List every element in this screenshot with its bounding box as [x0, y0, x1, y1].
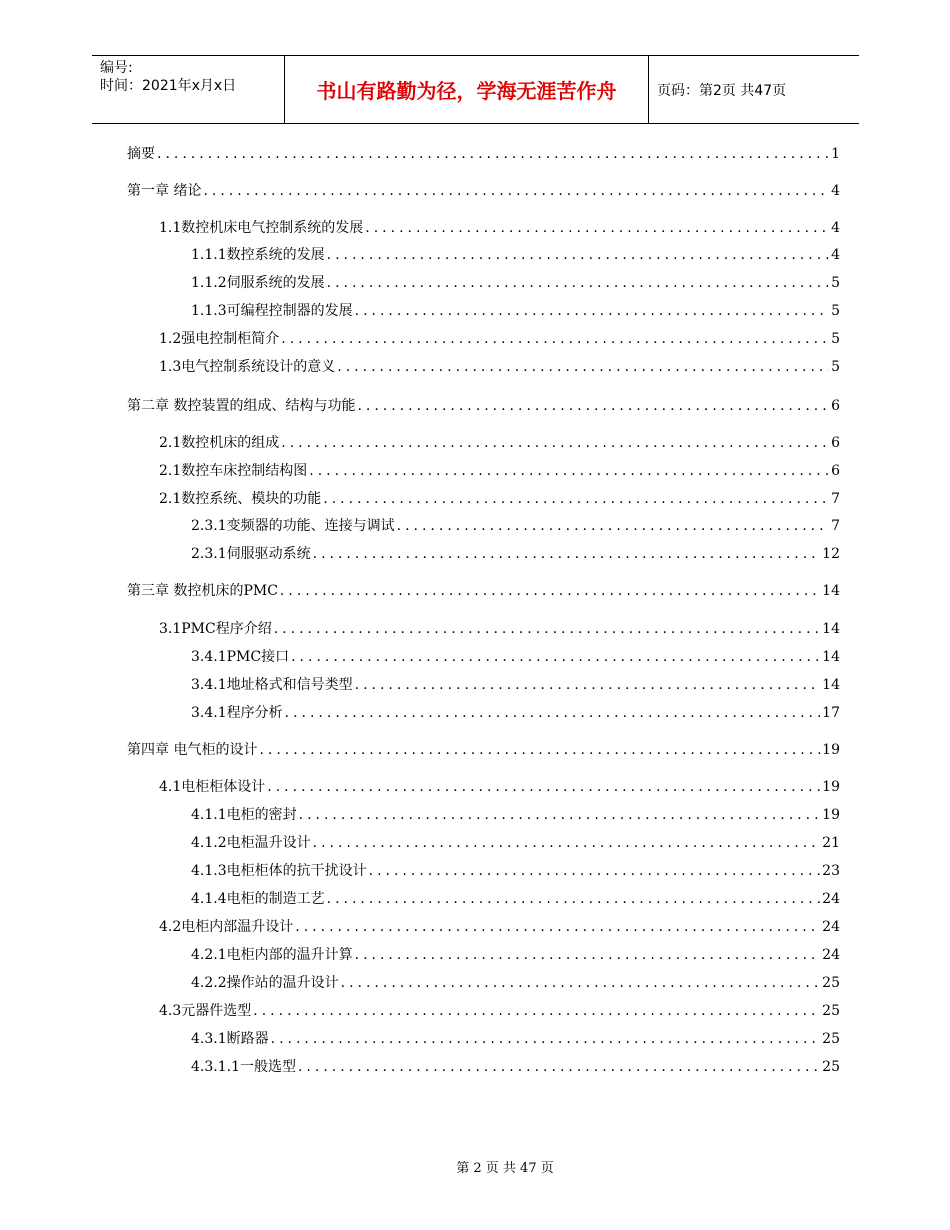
toc-entry[interactable] [127, 945, 840, 965]
toc-entry-title: 第一章 绪论 [127, 183, 202, 199]
toc-entry-title: 3.4.1地址格式和信号类型 [191, 677, 353, 693]
toc-entry-page: 25 [822, 1059, 840, 1075]
toc-entry-page: 23 [822, 863, 840, 879]
toc-leader-dots [253, 1001, 820, 1021]
toc-leader-dots [291, 647, 820, 667]
toc-entry-title: 摘要 [127, 146, 155, 162]
toc-entry[interactable] [127, 301, 840, 321]
toc-leader-dots [313, 833, 821, 853]
toc-entry-title: 1.1.3可编程控制器的发展 [191, 303, 353, 319]
toc-entry-page: 19 [822, 742, 840, 758]
toc-entry-page: 7 [831, 518, 840, 534]
toc-entry-title: 4.2电柜内部温升设计 [159, 919, 294, 935]
toc-entry[interactable] [127, 461, 840, 481]
page-header [92, 55, 859, 124]
toc-entry-page: 21 [822, 835, 840, 851]
toc-entry[interactable] [127, 805, 840, 825]
toc-leader-dots [271, 1029, 821, 1049]
toc-entry-page: 5 [831, 275, 840, 291]
toc-leader-dots [323, 489, 829, 509]
toc-leader-dots [280, 581, 820, 601]
toc-entry[interactable] [127, 357, 840, 377]
toc-entry[interactable] [127, 619, 840, 639]
toc-entry[interactable] [127, 273, 840, 293]
toc-entry-page: 12 [822, 546, 840, 562]
toc-leader-dots [327, 889, 821, 909]
toc-entry[interactable] [127, 144, 840, 164]
toc-leader-dots [357, 396, 829, 416]
toc-entry-page: 6 [831, 435, 840, 451]
toc-leader-dots [285, 703, 821, 723]
toc-entry-page: 25 [822, 1003, 840, 1019]
toc-entry-title: 4.3元器件选型 [159, 1003, 252, 1019]
toc-entry-title: 1.1.2伺服系统的发展 [191, 275, 325, 291]
toc-entry-page: 14 [822, 583, 840, 599]
toc-entry-title: 1.2强电控制柜简介 [159, 331, 280, 347]
toc-entry-title: 4.3.1.1一般选型 [191, 1059, 296, 1075]
toc-entry-page: 25 [822, 1031, 840, 1047]
toc-leader-dots [309, 461, 829, 481]
toc-entry[interactable] [127, 740, 840, 760]
toc-entry[interactable] [127, 181, 840, 201]
toc-entry[interactable] [127, 1001, 840, 1021]
toc-entry-title: 2.1数控车床控制结构图 [159, 463, 308, 479]
toc-entry-title: 4.1.2电柜温升设计 [191, 835, 311, 851]
toc-entry-title: 4.2.2操作站的温升设计 [191, 975, 339, 991]
toc-entry-page: 5 [831, 331, 840, 347]
toc-leader-dots [327, 273, 829, 293]
toc-entry-title: 4.1电柜柜体设计 [159, 779, 266, 795]
toc-entry-page: 24 [822, 891, 840, 907]
toc-entry[interactable] [127, 647, 840, 667]
toc-entry-page: 24 [822, 919, 840, 935]
toc-leader-dots [355, 301, 829, 321]
toc-leader-dots [365, 218, 829, 238]
toc-entry[interactable] [127, 245, 840, 265]
toc-entry-title: 3.4.1PMC接口 [191, 649, 290, 665]
toc-entry[interactable] [127, 516, 840, 536]
toc-entry[interactable] [127, 889, 840, 909]
toc-entry-page: 14 [822, 621, 840, 637]
toc-entry-title: 第二章 数控装置的组成、结构与功能 [127, 398, 356, 414]
toc-entry-title: 2.1数控系统、模块的功能 [159, 491, 322, 507]
toc-leader-dots [341, 973, 821, 993]
toc-entry-title: 3.4.1程序分析 [191, 705, 283, 721]
toc-leader-dots [337, 357, 829, 377]
toc-entry-page: 17 [822, 705, 840, 721]
toc-entry-page: 4 [831, 183, 840, 199]
toc-entry-page: 4 [831, 247, 840, 263]
toc-entry-title: 1.1数控机床电气控制系统的发展 [159, 220, 364, 236]
toc-leader-dots [313, 544, 821, 564]
toc-entry-title: 4.2.1电柜内部的温升计算 [191, 947, 353, 963]
toc-entry-title: 4.1.4电柜的制造工艺 [191, 891, 325, 907]
number-label: 编号: [100, 60, 133, 76]
toc-leader-dots [157, 144, 829, 164]
toc-entry-page: 19 [822, 779, 840, 795]
toc-entry-page: 19 [822, 807, 840, 823]
toc-entry[interactable] [127, 703, 840, 723]
toc-entry-title: 2.3.1变频器的功能、连接与调试 [191, 518, 395, 534]
toc-entry[interactable] [127, 973, 840, 993]
toc-entry-page: 14 [822, 649, 840, 665]
toc-leader-dots [281, 433, 829, 453]
toc-entry-title: 3.1PMC程序介绍 [159, 621, 272, 637]
header-left-cell [92, 56, 285, 123]
time-label: 时间：2021年x月x日 [100, 78, 237, 94]
toc-entry-page: 5 [831, 359, 840, 375]
toc-leader-dots [355, 945, 821, 965]
toc-leader-dots [355, 675, 821, 695]
toc-entry-title: 4.1.3电柜柜体的抗干扰设计 [191, 863, 367, 879]
toc-entry[interactable] [127, 396, 840, 416]
toc-entry[interactable] [127, 544, 840, 564]
toc-entry[interactable] [127, 433, 840, 453]
toc-entry-page: 25 [822, 975, 840, 991]
toc-entry-title: 4.3.1断路器 [191, 1031, 269, 1047]
toc-entry-page: 7 [831, 491, 840, 507]
toc-entry-page: 14 [822, 677, 840, 693]
toc-leader-dots [259, 740, 820, 760]
toc-entry[interactable] [127, 833, 840, 853]
toc-entry-page: 4 [831, 220, 840, 236]
toc-leader-dots [299, 805, 821, 825]
toc-entry-title: 1.1.1数控系统的发展 [191, 247, 325, 263]
toc-entry-page: 6 [831, 463, 840, 479]
toc-leader-dots [281, 329, 829, 349]
toc-entry[interactable] [127, 581, 840, 601]
toc-leader-dots [267, 777, 820, 797]
toc-entry[interactable] [127, 218, 840, 238]
toc-entry-title: 1.3电气控制系统设计的意义 [159, 359, 336, 375]
toc-leader-dots [327, 245, 829, 265]
toc-entry[interactable] [127, 489, 840, 509]
toc-entry[interactable] [127, 329, 840, 349]
toc-entry[interactable] [127, 917, 840, 937]
toc-entry[interactable] [127, 1029, 840, 1049]
toc-entry[interactable] [127, 861, 840, 881]
toc-leader-dots [295, 917, 820, 937]
header-page-label: 页码：第2页 共47页 [657, 82, 787, 99]
toc-leader-dots [203, 181, 829, 201]
toc-entry[interactable] [127, 1057, 840, 1077]
toc-leader-dots [298, 1057, 820, 1077]
toc-entry[interactable] [127, 777, 840, 797]
toc-entry-title: 第三章 数控机床的PMC [127, 583, 278, 599]
toc-leader-dots [369, 861, 821, 881]
toc-leader-dots [397, 516, 829, 536]
toc-entry-title: 第四章 电气柜的设计 [127, 742, 258, 758]
toc-entry-page: 24 [822, 947, 840, 963]
page-footer: 第 2 页 共 47 页 [456, 1161, 554, 1176]
toc-entry-title: 2.3.1伺服驱动系统 [191, 546, 311, 562]
toc-entry[interactable] [127, 675, 840, 695]
toc-entry-title: 4.1.1电柜的密封 [191, 807, 297, 823]
toc-entry-title: 2.1数控机床的组成 [159, 435, 280, 451]
header-motto: 书山有路勤为径，学海无涯苦作舟 [285, 56, 649, 123]
toc-entry-page: 6 [831, 398, 840, 414]
toc-leader-dots [274, 619, 820, 639]
toc-entry-page: 5 [831, 303, 840, 319]
toc-entry-page: 1 [831, 146, 840, 162]
